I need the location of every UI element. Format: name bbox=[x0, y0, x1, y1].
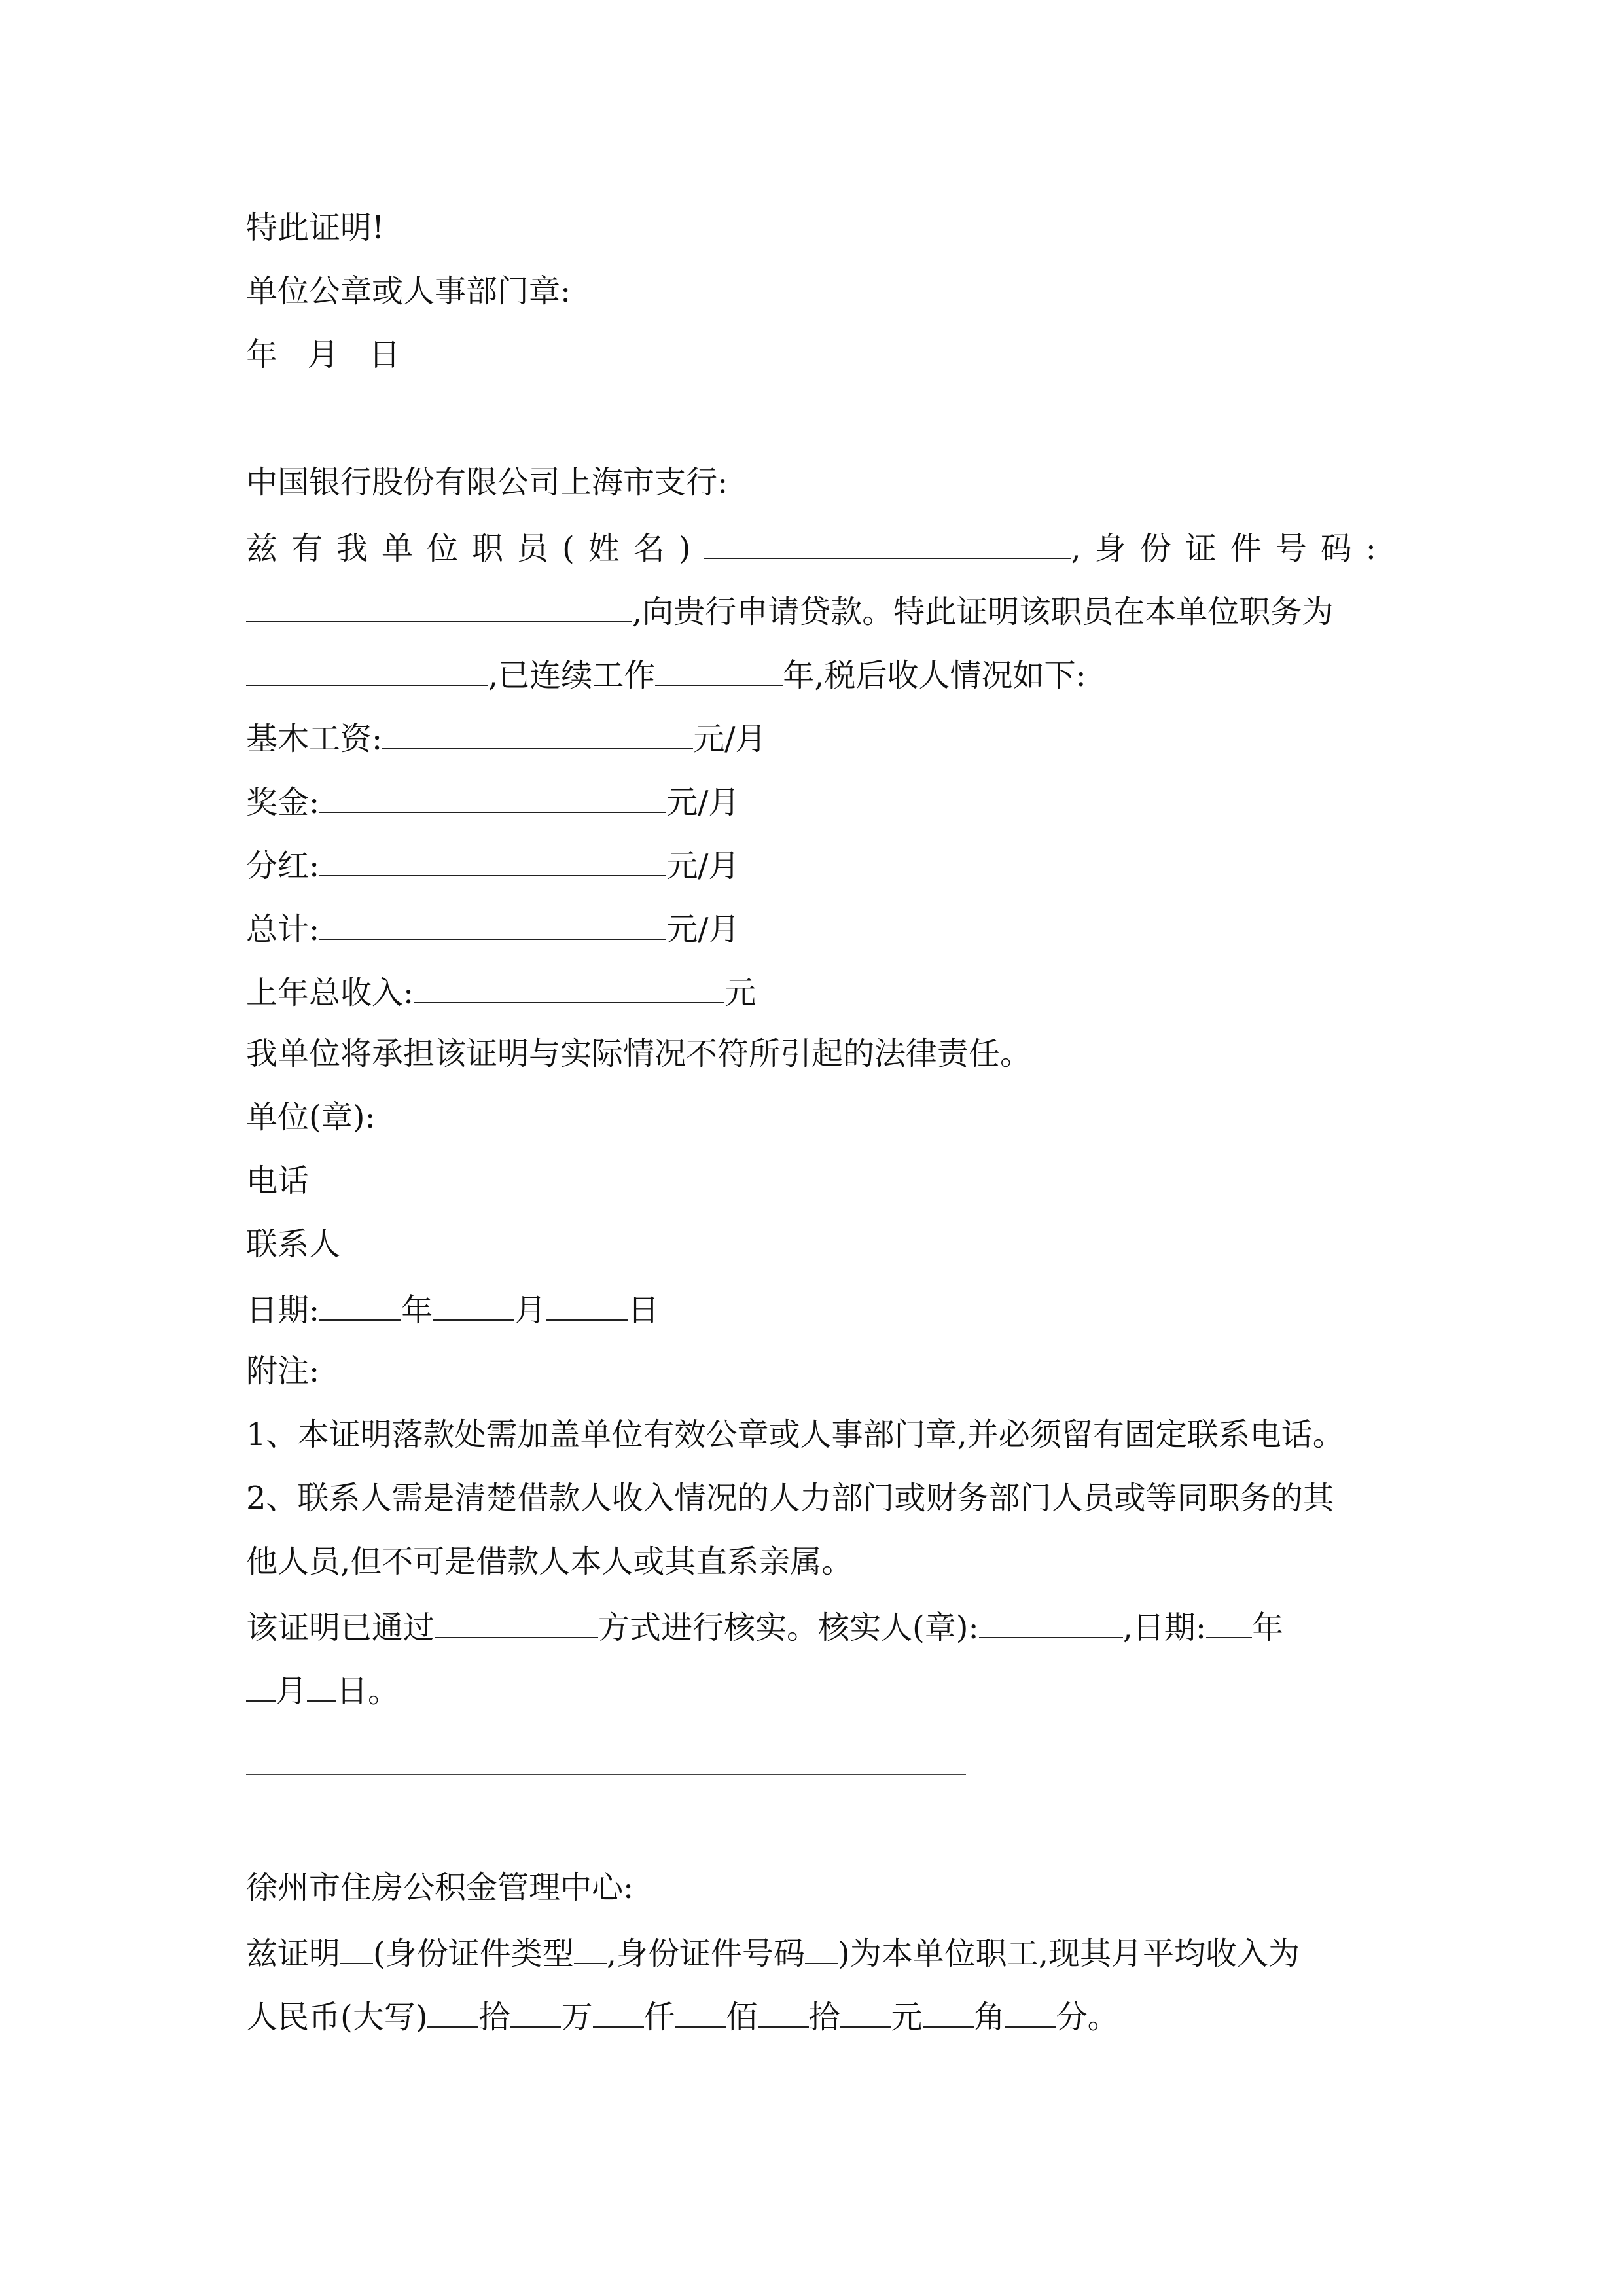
employee-text: )为本单位职工,现其月平均收入为 bbox=[838, 1935, 1300, 1972]
qian-blank[interactable] bbox=[593, 1991, 644, 2028]
month-label: 月 bbox=[514, 1292, 546, 1329]
qian-label: 仟 bbox=[643, 1999, 675, 2036]
per-month-unit: 元/月 bbox=[666, 784, 740, 821]
dividend-blank[interactable] bbox=[319, 840, 666, 876]
sign-date-line bbox=[246, 1284, 659, 1331]
loan-text: ,向贵行申请贷款。特此证明该职员在本单位职务为 bbox=[632, 594, 1334, 630]
note-1: 1、本证明落款处需加盖单位有效公章或人事部门章,并必须留有固定联系电话。 bbox=[246, 1416, 1344, 1453]
verify-line bbox=[246, 1602, 1283, 1649]
special-proof-text: 特此证明! bbox=[246, 209, 385, 246]
verify-day-label: 日。 bbox=[336, 1673, 400, 1710]
bai-blank[interactable] bbox=[675, 1991, 726, 2028]
year-label: 年 bbox=[401, 1292, 433, 1329]
base-salary-label: 基木工资: bbox=[246, 721, 383, 757]
verifier-blank[interactable] bbox=[979, 1602, 1123, 1638]
shi1-label: 拾 bbox=[478, 1999, 510, 2036]
verify-month-label: 月 bbox=[276, 1673, 308, 1710]
verify-date-label: ,日期: bbox=[1122, 1609, 1207, 1646]
jiao-blank[interactable] bbox=[923, 1991, 974, 2028]
employee-name-blank[interactable] bbox=[340, 1928, 373, 1964]
id-label: ,身份证件号码: bbox=[1071, 530, 1390, 567]
id-number-blank[interactable] bbox=[246, 586, 632, 622]
day-label: 日 bbox=[628, 1292, 660, 1329]
rmb-label: 人民币(大写) bbox=[246, 1999, 428, 2036]
position-blank[interactable] bbox=[246, 649, 488, 686]
shi-wan-blank[interactable] bbox=[427, 1991, 478, 2028]
id-type-label: (身份证件类型 bbox=[373, 1935, 574, 1972]
dividend-label: 分红: bbox=[246, 848, 320, 884]
proof-text: 兹证明 bbox=[246, 1935, 341, 1972]
verify-year-blank[interactable] bbox=[1206, 1602, 1252, 1638]
dividend-line bbox=[246, 840, 740, 887]
liability-statement: 我单位将承担该证明与实际情况不符所引起的法律责任。 bbox=[246, 1035, 1032, 1072]
bank-addressee: 中国银行股份有限公司上海市支行: bbox=[246, 464, 728, 501]
id-number-label: ,身份证件号码 bbox=[606, 1935, 806, 1972]
last-year-income-line bbox=[246, 967, 756, 1014]
last-year-income-label: 上年总收入: bbox=[246, 975, 414, 1011]
worked-text: ,已连续工作 bbox=[488, 657, 656, 694]
total-line bbox=[246, 903, 740, 950]
wan-blank[interactable] bbox=[510, 1991, 561, 2028]
base-salary-blank[interactable] bbox=[382, 713, 693, 749]
wan-label: 万 bbox=[561, 1999, 593, 2036]
proof-line bbox=[246, 1928, 1300, 1975]
note-2-line-2: 他人员,但不可是借款人本人或其直系亲属。 bbox=[246, 1543, 853, 1580]
bonus-blank[interactable] bbox=[319, 776, 666, 813]
id-number-blank[interactable] bbox=[805, 1928, 838, 1964]
verify-method-text: 方式进行核实。核实人(章): bbox=[598, 1609, 979, 1646]
yuan-unit: 元 bbox=[724, 975, 757, 1011]
fen-label: 分。 bbox=[1056, 1999, 1119, 2036]
loan-line bbox=[246, 586, 1333, 633]
yuan-blank[interactable] bbox=[840, 1991, 891, 2028]
total-label: 总计: bbox=[246, 911, 320, 948]
verify-year-label: 年 bbox=[1252, 1609, 1284, 1646]
unit-chapter-label: 单位(章): bbox=[246, 1099, 376, 1136]
fund-center-addressee: 徐州市住房公积金管理中心: bbox=[246, 1869, 634, 1906]
verify-method-blank[interactable] bbox=[435, 1602, 598, 1638]
rmb-amount-line bbox=[246, 1991, 1119, 2038]
month-blank[interactable] bbox=[433, 1284, 514, 1321]
intro-text: 兹有我单位职员(姓名) bbox=[246, 530, 705, 567]
per-month-unit: 元/月 bbox=[666, 911, 740, 948]
date-line: 年 月 日 bbox=[246, 336, 401, 373]
unit-seal-label: 单位公章或人事部门章: bbox=[246, 273, 571, 310]
name-blank[interactable] bbox=[704, 522, 1071, 559]
day-blank[interactable] bbox=[546, 1284, 628, 1321]
total-blank[interactable] bbox=[319, 903, 666, 940]
bai-label: 佰 bbox=[726, 1999, 758, 2036]
per-month-unit: 元/月 bbox=[666, 848, 740, 884]
contact-label: 联系人 bbox=[246, 1226, 341, 1263]
shi-blank[interactable] bbox=[758, 1991, 809, 2028]
bonus-label: 奖金: bbox=[246, 784, 320, 821]
id-type-blank[interactable] bbox=[574, 1928, 607, 1964]
fen-blank[interactable] bbox=[1005, 1991, 1056, 2028]
last-year-income-blank[interactable] bbox=[414, 967, 724, 1003]
verify-text: 该证明已通过 bbox=[246, 1609, 435, 1646]
yuan-label: 元 bbox=[891, 1999, 923, 2036]
note-2-line-1: 2、联系人需是清楚借款人收入情况的人力部门或财务部门人员或等同职务的其 bbox=[246, 1480, 1334, 1516]
verify-date-line bbox=[246, 1665, 399, 1712]
jiao-label: 角 bbox=[973, 1999, 1005, 2036]
position-line bbox=[246, 649, 1086, 696]
verify-day-blank[interactable] bbox=[307, 1665, 336, 1702]
base-salary-line bbox=[246, 713, 766, 760]
year-blank[interactable] bbox=[319, 1284, 401, 1321]
phone-label: 电话 bbox=[246, 1162, 310, 1199]
bonus-line bbox=[246, 776, 740, 823]
per-month-unit: 元/月 bbox=[693, 721, 767, 757]
years-blank[interactable] bbox=[655, 649, 783, 686]
notes-label: 附注: bbox=[246, 1353, 320, 1390]
employee-intro-line bbox=[246, 522, 1390, 569]
shi2-label: 拾 bbox=[808, 1999, 840, 2036]
section-divider bbox=[246, 1774, 966, 1775]
years-text: 年,税后收人情况如下: bbox=[783, 657, 1086, 694]
date-label: 日期: bbox=[246, 1292, 320, 1329]
verify-month-blank[interactable] bbox=[246, 1665, 276, 1702]
